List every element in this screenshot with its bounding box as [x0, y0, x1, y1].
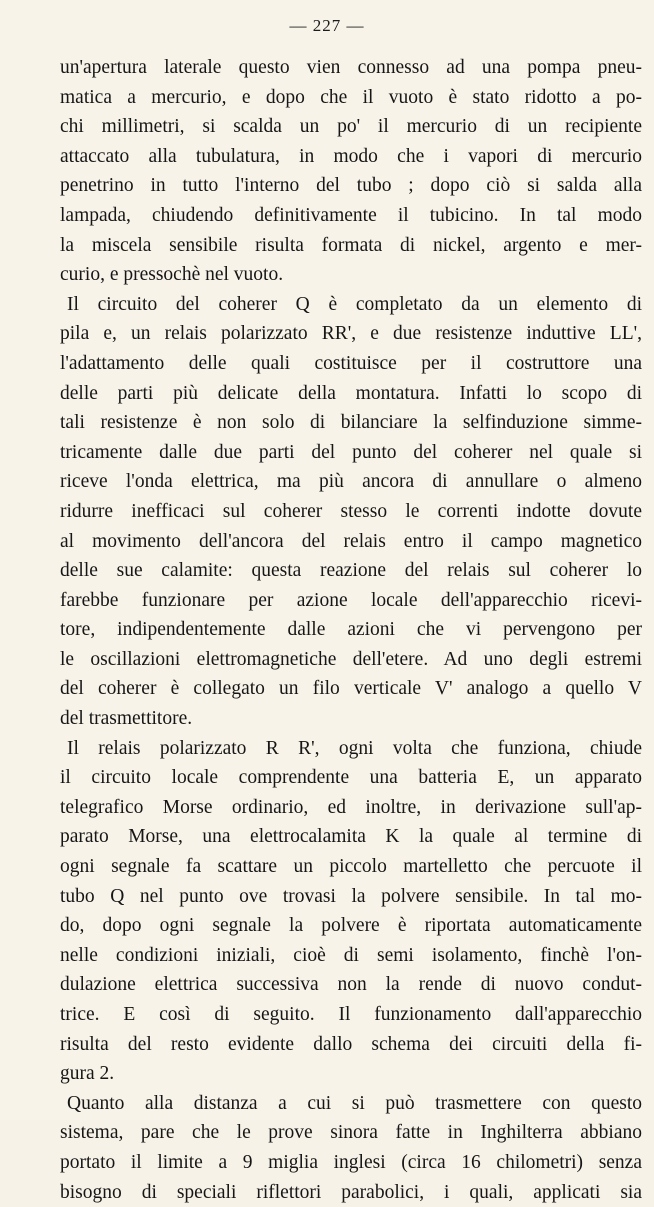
text-line: le oscillazioni elettromagnetiche dell'etere. Ad uno degli estremi	[60, 648, 642, 670]
text-line: Il relais polarizzato R R', ogni volta che funziona, chiude	[67, 737, 642, 759]
text-line: tricamente dalle due parti del punto del coherer nel quale si	[60, 441, 642, 463]
text-line: attaccato alla tubulatura, in modo che i vapori di mercurio	[60, 145, 642, 167]
text-line: chi millimetri, si scalda un po' il mercurio di un recipiente	[60, 116, 642, 138]
paragraph-3	[60, 734, 642, 1089]
text-line: un'apertura laterale questo vien connesso ad una pompa pneu-	[60, 57, 642, 78]
text-line: matica a mercurio, e dopo che il vuoto è stato ridotto a po-	[60, 86, 642, 108]
paragraph-4	[60, 1089, 642, 1207]
text-line: dulazione elettrica successiva non la rende di nuovo condut-	[60, 974, 642, 996]
text-line: tali resistenze è non solo di bilanciare la selfinduzione simme-	[60, 412, 642, 434]
text-line: ogni segnale fa scattare un piccolo martelletto che percuote il	[60, 856, 642, 878]
text-line: sistema, pare che le prove sinora fatte in Inghilterra abbiano	[60, 1122, 642, 1144]
text-line: delle sue calamite: questa reazione del relais sul coherer lo	[60, 560, 642, 582]
text-line: do, dopo ogni segnale la polvere è riportata automaticamente	[60, 915, 642, 937]
text-line: farebbe funzionare per azione locale dell'apparecchio ricevi-	[60, 589, 642, 611]
text-line: al movimento dell'ancora del relais entro il campo magnetico	[60, 530, 642, 552]
text-line: risulta del resto evidente dallo schema dei circuiti della fi-	[60, 1033, 642, 1055]
text-line: Il circuito del coherer Q è completato da un elemento di	[67, 293, 642, 315]
text-line: penetrino in tutto l'interno del tubo ; dopo ciò si salda alla	[60, 175, 642, 197]
text-line: ridurre inefficaci sul coherer stesso le correnti indotte dovute	[60, 500, 642, 522]
page-number: — 227 —	[289, 16, 365, 35]
text-line: tore, indipendentemente dalle azioni che vi pervengono per	[60, 619, 642, 641]
text-line: telegrafico Morse ordinario, ed inoltre, in derivazione sull'ap-	[60, 796, 642, 818]
text-line: del trasmettitore.	[60, 708, 193, 730]
text-line: portato il limite a 9 miglia inglesi (circa 16 chilometri) senza	[60, 1151, 642, 1173]
text-line: delle parti più delicate della montatura. Infatti lo scopo di	[60, 382, 642, 404]
text-line: il circuito locale comprendente una batteria E, un apparato	[60, 767, 642, 789]
body-text	[60, 53, 642, 1207]
text-line: bisogno di speciali riflettori parabolici, i quali, applicati sia	[60, 1181, 642, 1203]
text-line: nelle condizioni iniziali, cioè di semi isolamento, finchè l'on-	[60, 944, 642, 966]
text-line: parato Morse, una elettrocalamita K la quale al termine di	[60, 826, 642, 848]
text-line: l'adattamento delle quali costituisce per il costruttore una	[60, 352, 642, 374]
text-line: del coherer è collegato un filo verticale V' analogo a quello V	[60, 678, 642, 700]
text-line: pila e, un relais polarizzato RR', e due resistenze induttive LL',	[60, 323, 642, 345]
text-line: trice. E così di seguito. Il funzionamento dall'apparecchio	[60, 1004, 642, 1025]
text-line: la miscela sensibile risulta formata di nickel, argento e mer-	[60, 234, 642, 256]
text-line: riceve l'onda elettrica, ma più ancora di annullare o almeno	[60, 471, 642, 493]
text-line: lampada, chiudendo definitivamente il tubicino. In tal modo	[60, 204, 642, 226]
text-line: tubo Q nel punto ove trovasi la polvere sensibile. In tal mo-	[60, 885, 642, 907]
text-line: gura 2.	[60, 1063, 115, 1085]
paragraph-1	[60, 53, 642, 290]
text-line: Quanto alla distanza a cui si può trasmettere con questo	[67, 1092, 642, 1114]
paragraph-2	[60, 290, 642, 734]
text-line: curio, e pressochè nel vuoto.	[60, 264, 284, 286]
